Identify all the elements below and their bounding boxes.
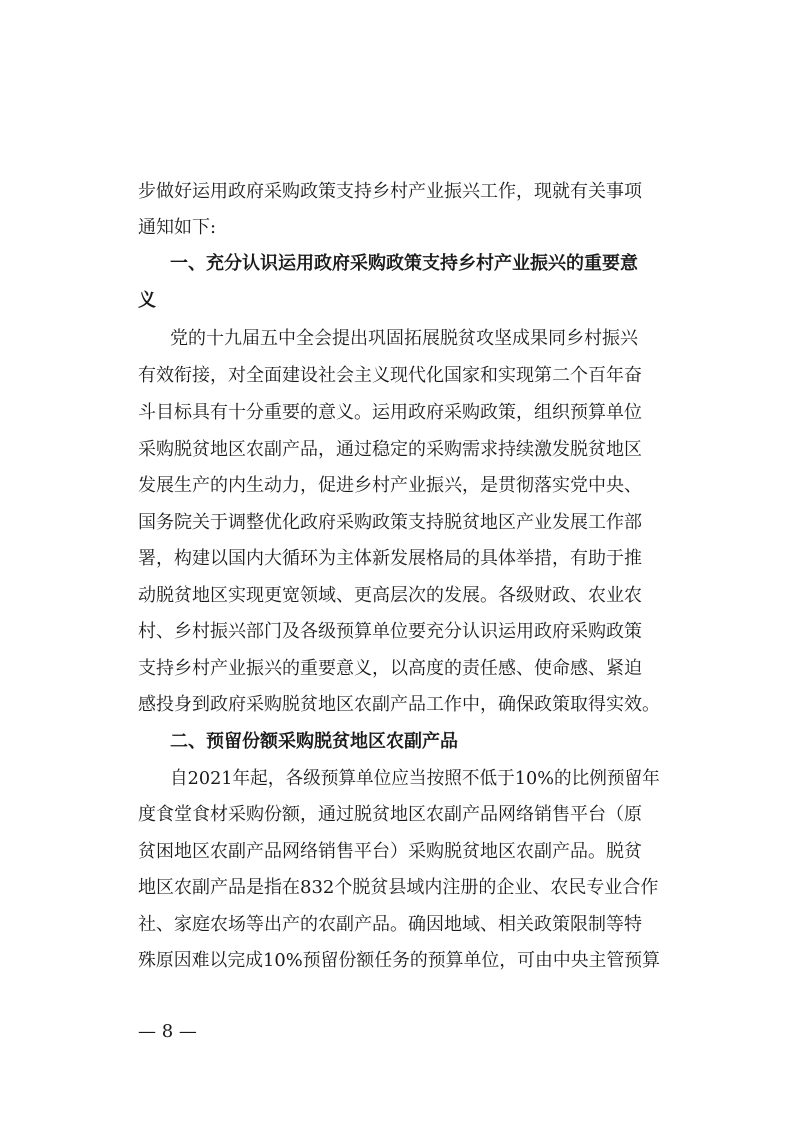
paragraph-1-line: 署，构建以国内大循环为主体新发展格局的具体举措，有助于推 bbox=[138, 548, 642, 569]
paragraph-1-line: 发展生产的内生动力，促进乡村产业振兴，是贯彻落实党中央、 bbox=[138, 475, 642, 496]
section-heading-2: 二、预留份额采购脱贫地区农副产品 bbox=[170, 731, 458, 752]
body-line: 步做好运用政府采购政策支持乡村产业振兴工作，现就有关事项 bbox=[138, 181, 642, 202]
paragraph-1-line: 采购脱贫地区农副产品，通过稳定的采购需求持续激发脱贫地区 bbox=[138, 439, 642, 460]
paragraph-2-line: 度食堂食材采购份额，通过脱贫地区农副产品网络销售平台（原 bbox=[138, 804, 642, 825]
paragraph-2-line: 贫困地区农副产品网络销售平台）采购脱贫地区农副产品。脱贫 bbox=[138, 841, 642, 862]
paragraph-1-line: 有效衔接，对全面建设社会主义现代化国家和实现第二个百年奋 bbox=[138, 365, 642, 386]
section-heading-1-cont: 义 bbox=[138, 290, 156, 311]
body-line: 通知如下: bbox=[138, 217, 217, 238]
paragraph-1-line: 动脱贫地区实现更宽领域、更高层次的发展。各级财政、农业农 bbox=[138, 585, 642, 606]
paragraph-2-line: 自2021年起，各级预算单位应当按照不低于10%的比例预留年 bbox=[170, 768, 660, 789]
paragraph-2-line: 社、家庭农场等出产的农副产品。确因地域、相关政策限制等特 bbox=[138, 914, 642, 935]
paragraph-2-line: 地区农副产品是指在832个脱贫县域内注册的企业、农民专业合作 bbox=[138, 877, 659, 898]
page-number: — 8 — bbox=[138, 1021, 197, 1042]
paragraph-1-line: 国务院关于调整优化政府采购政策支持脱贫地区产业发展工作部 bbox=[138, 512, 642, 533]
paragraph-1-line: 斗目标具有十分重要的意义。运用政府采购政策，组织预算单位 bbox=[138, 402, 642, 423]
paragraph-1-line: 支持乡村产业振兴的重要意义，以高度的责任感、使命感、紧迫 bbox=[138, 658, 642, 679]
paragraph-2-line: 殊原因难以完成10%预留份额任务的预算单位，可由中央主管预算 bbox=[138, 950, 661, 971]
section-heading-1: 一、充分认识运用政府采购政策支持乡村产业振兴的重要意 bbox=[170, 253, 638, 274]
paragraph-1-line: 感投身到政府采购脱贫地区农副产品工作中，确保政策取得实效。 bbox=[138, 694, 660, 715]
paragraph-1-line: 村、乡村振兴部门及各级预算单位要充分认识运用政府采购政策 bbox=[138, 621, 642, 642]
paragraph-1-line: 党的十九届五中全会提出巩固拓展脱贫攻坚成果同乡村振兴 bbox=[170, 328, 638, 349]
